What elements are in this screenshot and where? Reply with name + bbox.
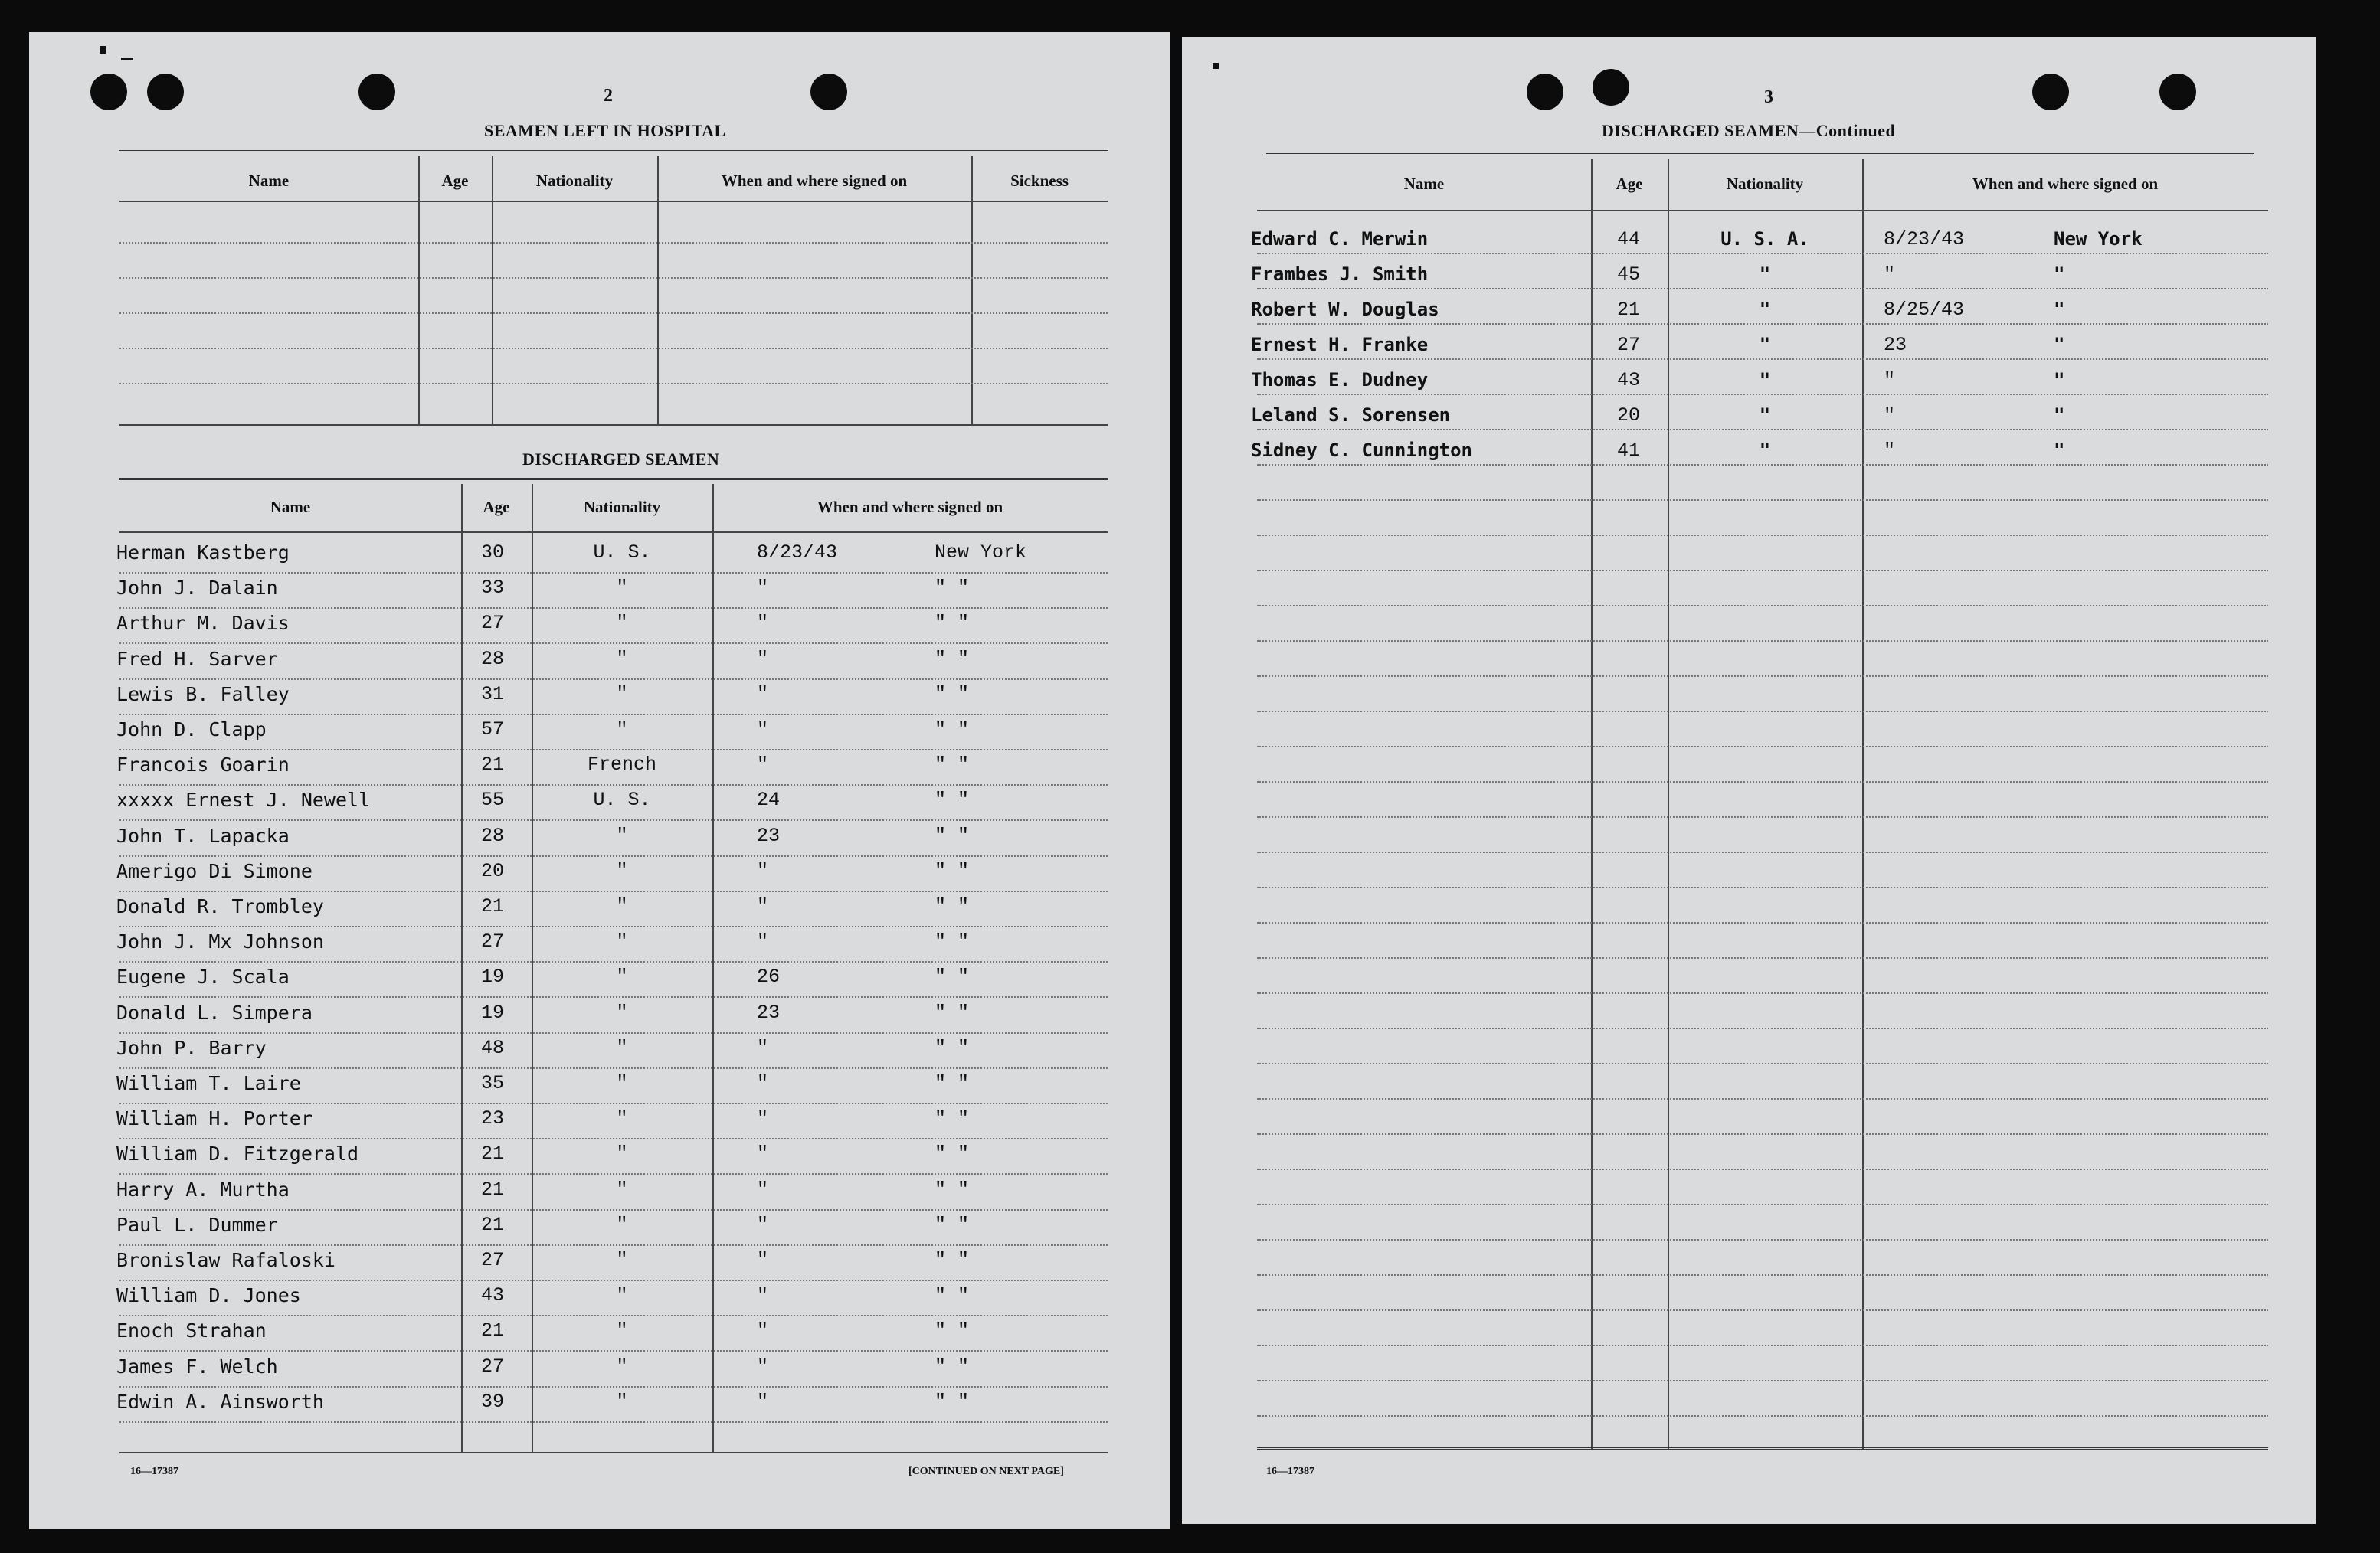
signed-on-place: " " [935, 1002, 970, 1024]
row-line [119, 642, 1108, 644]
seaman-nationality: U. S. A. [1720, 228, 1809, 250]
binder-hole [90, 74, 127, 110]
row-line [1257, 429, 2268, 430]
row-line [119, 1421, 1108, 1423]
seaman-age: 28 [481, 648, 505, 670]
seaman-nationality: " [616, 1072, 628, 1094]
continued-header-name: Name [1403, 175, 1445, 193]
seaman-name: Eugene J. Scala [116, 966, 290, 988]
seaman-age: 21 [481, 754, 505, 776]
row-line [119, 996, 1108, 998]
table-rule [1266, 153, 2254, 155]
signed-on-date: " [757, 1319, 769, 1342]
signed-on-date: " [757, 1355, 769, 1378]
row-line [1257, 499, 2268, 501]
seaman-nationality: French [587, 754, 656, 776]
signed-on-date: " [757, 895, 769, 917]
row-line [1257, 781, 2268, 783]
signed-on-date: " [757, 648, 769, 670]
hospital-header-signed-on: When and where signed on [721, 172, 908, 190]
signed-on-place: " " [935, 1179, 970, 1201]
table-rule [119, 201, 1108, 202]
seaman-nationality: " [616, 1391, 628, 1413]
signed-on-date: " [757, 1214, 769, 1236]
row-line [119, 1209, 1108, 1211]
row-line [119, 242, 1108, 244]
signed-on-place: " " [935, 1072, 970, 1094]
row-line [1257, 570, 2268, 571]
row-line [119, 1350, 1108, 1352]
seaman-nationality: " [616, 1179, 628, 1201]
continued-header-signed-on: When and where signed on [1972, 175, 2159, 193]
signed-on-date: " [757, 1284, 769, 1306]
binder-hole [2032, 74, 2069, 110]
signed-on-place: " " [935, 860, 970, 882]
seaman-age: 21 [481, 895, 505, 917]
continued-note: [CONTINUED ON NEXT PAGE] [908, 1466, 1064, 1477]
signed-on-place: " [2054, 263, 2065, 285]
seaman-nationality: " [1759, 369, 1771, 391]
signed-on-place: " " [935, 1284, 970, 1306]
seaman-age: 28 [481, 825, 505, 847]
row-line [1257, 957, 2268, 959]
signed-on-date: " [757, 930, 769, 953]
row-line [1257, 887, 2268, 888]
seaman-nationality: " [616, 895, 628, 917]
seaman-age: 21 [481, 1143, 505, 1165]
signed-on-date: " [757, 577, 769, 599]
page-number: 2 [604, 86, 613, 106]
row-line [1257, 1028, 2268, 1029]
row-line [119, 891, 1108, 892]
signed-on-place: " " [935, 683, 970, 705]
signed-on-date: " [757, 683, 769, 705]
signed-on-place: " " [935, 1037, 970, 1059]
seaman-nationality: " [616, 860, 628, 882]
row-line [119, 383, 1108, 384]
signed-on-place: " " [935, 1143, 970, 1165]
row-line [1257, 605, 2268, 606]
seaman-name: Sidney C. Cunnington [1251, 440, 1472, 461]
signed-on-place: " " [935, 930, 970, 953]
row-line [1257, 852, 2268, 853]
signed-on-place: " [2054, 334, 2065, 355]
seaman-age: 41 [1617, 440, 1641, 462]
row-line [1257, 816, 2268, 818]
seaman-name: Leland S. Sorensen [1251, 404, 1451, 426]
seaman-name: William T. Laire [116, 1072, 301, 1094]
seaman-age: 21 [481, 1179, 505, 1201]
signed-on-date: " [757, 1249, 769, 1271]
row-line [1257, 1169, 2268, 1170]
seaman-age: 27 [481, 612, 505, 634]
seaman-nationality: " [1759, 440, 1771, 461]
table-rule [1257, 1447, 2268, 1450]
discharged-continued-title: DISCHARGED SEAMEN—Continued [1602, 121, 1896, 140]
signed-on-place: " " [935, 966, 970, 988]
row-line [119, 1280, 1108, 1281]
row-line [119, 1173, 1108, 1175]
seaman-age: 21 [1617, 299, 1641, 321]
seaman-nationality: " [616, 1037, 628, 1059]
seaman-nationality: " [616, 1355, 628, 1378]
seaman-nationality: " [616, 966, 628, 988]
row-line [119, 277, 1108, 279]
seaman-nationality: " [616, 1002, 628, 1024]
seaman-name: John J. Dalain [116, 577, 278, 599]
signed-on-date: " [757, 1072, 769, 1094]
signed-on-place: " " [935, 612, 970, 634]
seaman-name: John P. Barry [116, 1037, 267, 1059]
seaman-nationality: " [616, 577, 628, 599]
signed-on-place: " [2054, 404, 2065, 426]
seaman-age: 30 [481, 541, 505, 564]
row-line [1257, 535, 2268, 536]
seaman-age: 39 [481, 1391, 505, 1413]
seaman-name: Herman Kastberg [116, 541, 290, 564]
signed-on-date: " [757, 612, 769, 634]
seaman-name: John D. Clapp [116, 718, 267, 741]
signed-on-date: 23 [1884, 334, 1907, 356]
discharged-header-signed-on: When and where signed on [817, 498, 1003, 516]
row-line [1257, 1309, 2268, 1311]
continued-header-nationality: Nationality [1726, 175, 1804, 193]
seaman-name: Lewis B. Falley [116, 683, 290, 705]
seaman-nationality: " [1759, 334, 1771, 355]
seaman-age: 27 [1617, 334, 1641, 356]
seaman-nationality: " [616, 1143, 628, 1165]
row-line [119, 1315, 1108, 1316]
seaman-age: 21 [481, 1319, 505, 1342]
signed-on-date: " [757, 1037, 769, 1059]
binder-hole [358, 74, 395, 110]
signed-on-place: " " [935, 718, 970, 741]
row-line [119, 784, 1108, 786]
row-line [119, 348, 1108, 349]
seaman-age: 31 [481, 683, 505, 705]
row-line [1257, 1063, 2268, 1064]
seaman-name: Paul L. Dummer [116, 1214, 278, 1236]
row-line [119, 1386, 1108, 1388]
signed-on-date: 8/23/43 [757, 541, 838, 564]
signed-on-place: " " [935, 754, 970, 776]
binder-hole [810, 74, 847, 110]
signed-on-date: 26 [757, 966, 781, 988]
signed-on-date: " [1884, 263, 1896, 286]
row-line [1257, 1380, 2268, 1381]
seaman-name: John T. Lapacka [116, 825, 290, 847]
seaman-name: William D. Fitzgerald [116, 1143, 359, 1165]
seaman-age: 33 [481, 577, 505, 599]
seaman-name: James F. Welch [116, 1355, 278, 1378]
hospital-header-age: Age [441, 172, 469, 190]
seaman-age: 57 [481, 718, 505, 741]
scan-mark [1213, 63, 1219, 69]
seaman-nationality: " [616, 1249, 628, 1271]
table-rule [119, 150, 1108, 152]
signed-on-place: " [2054, 440, 2065, 461]
signed-on-place: " " [935, 1107, 970, 1130]
signed-on-place: " " [935, 577, 970, 599]
row-line [1257, 1098, 2268, 1100]
table-rule [119, 1452, 1108, 1453]
page-number: 3 [1764, 87, 1773, 107]
table-rule [119, 478, 1108, 480]
signed-on-date: " [757, 860, 769, 882]
signed-on-date: 24 [757, 789, 781, 811]
row-line [1257, 358, 2268, 360]
signed-on-place: " [2054, 299, 2065, 320]
binder-hole [147, 74, 184, 110]
signed-on-date: " [757, 1107, 769, 1130]
seaman-nationality: " [616, 612, 628, 634]
seaman-nationality: " [616, 683, 628, 705]
row-line [1257, 675, 2268, 677]
signed-on-place: " " [935, 1355, 970, 1378]
row-line [119, 607, 1108, 609]
signed-on-place: " " [935, 1214, 970, 1236]
seaman-name: Frambes J. Smith [1251, 263, 1429, 285]
seaman-nationality: " [1759, 404, 1771, 426]
signed-on-place: " " [935, 825, 970, 847]
seaman-name: Harry A. Murtha [116, 1179, 290, 1201]
seaman-nationality: U. S. [593, 789, 651, 811]
row-line [119, 855, 1108, 857]
row-line [1257, 1345, 2268, 1346]
seaman-age: 55 [481, 789, 505, 811]
seaman-age: 20 [1617, 404, 1641, 427]
seaman-name: John J. Mx Johnson [116, 930, 324, 953]
hospital-header-nationality: Nationality [535, 172, 614, 190]
seaman-name: Francois Goarin [116, 754, 290, 776]
seaman-name: Donald L. Simpera [116, 1002, 313, 1024]
seaman-nationality: " [616, 718, 628, 741]
right-page [1182, 37, 2316, 1524]
seaman-name: Enoch Strahan [116, 1319, 267, 1342]
column-divider [712, 484, 714, 1453]
seaman-name: Ernest H. Franke [1251, 334, 1429, 355]
table-rule [119, 531, 1108, 533]
signed-on-date: 23 [757, 825, 781, 847]
table-rule [1257, 210, 2268, 211]
row-line [119, 312, 1108, 314]
row-line [1257, 288, 2268, 289]
row-line [119, 1067, 1108, 1069]
seaman-nationality: U. S. [593, 541, 651, 564]
discharged-header-nationality: Nationality [583, 498, 661, 516]
row-line [1257, 464, 2268, 466]
scan-mark [121, 58, 133, 60]
seaman-age: 23 [481, 1107, 505, 1130]
binder-hole [1527, 74, 1563, 110]
binder-hole [2159, 74, 2196, 110]
seaman-nationality: " [1759, 299, 1771, 320]
column-divider [461, 484, 463, 1453]
row-line [119, 749, 1108, 750]
column-divider [1591, 159, 1593, 1449]
seaman-nationality: " [616, 930, 628, 953]
seaman-age: 27 [481, 930, 505, 953]
row-line [119, 1103, 1108, 1104]
row-line [119, 1032, 1108, 1034]
row-line [119, 1244, 1108, 1246]
seaman-name: Robert W. Douglas [1251, 299, 1439, 320]
hospital-header-name: Name [248, 172, 290, 190]
seaman-nationality: " [616, 648, 628, 670]
row-line [1257, 746, 2268, 747]
signed-on-date: " [1884, 369, 1896, 391]
discharged-header-age: Age [483, 498, 510, 516]
signed-on-place: " " [935, 1249, 970, 1271]
signed-on-date: " [757, 1143, 769, 1165]
discharged-section-title: DISCHARGED SEAMEN [522, 450, 720, 469]
row-line [1257, 640, 2268, 642]
row-line [1257, 711, 2268, 712]
column-divider [1862, 159, 1864, 1449]
form-number: 16—17387 [1266, 1466, 1314, 1477]
row-line [1257, 253, 2268, 254]
seaman-nationality: " [616, 1284, 628, 1306]
continued-header-age: Age [1616, 175, 1643, 193]
signed-on-date: " [757, 1179, 769, 1201]
seaman-age: 43 [1617, 369, 1641, 391]
seaman-age: 27 [481, 1249, 505, 1271]
seaman-nationality: " [616, 825, 628, 847]
row-line [1257, 1133, 2268, 1135]
row-line [119, 1138, 1108, 1139]
seaman-nationality: " [616, 1214, 628, 1236]
seaman-age: 19 [481, 966, 505, 988]
row-line [1257, 323, 2268, 325]
left-page [29, 32, 1170, 1529]
row-line [1257, 1415, 2268, 1417]
row-line [1257, 1274, 2268, 1276]
row-line [1257, 394, 2268, 395]
seaman-age: 35 [481, 1072, 505, 1094]
seaman-age: 20 [481, 860, 505, 882]
seaman-nationality: " [1759, 263, 1771, 285]
signed-on-place: " " [935, 895, 970, 917]
scan-mark [100, 46, 106, 54]
seaman-nationality: " [616, 1107, 628, 1130]
row-line [1257, 1204, 2268, 1205]
row-line [119, 678, 1108, 680]
seaman-age: 48 [481, 1037, 505, 1059]
signed-on-place: New York [2054, 228, 2143, 250]
seaman-age: 19 [481, 1002, 505, 1024]
seaman-name: William D. Jones [116, 1284, 301, 1306]
form-number: 16—17387 [130, 1466, 178, 1477]
signed-on-date: " [757, 718, 769, 741]
seaman-age: 44 [1617, 228, 1641, 250]
signed-on-date: 8/23/43 [1884, 228, 1965, 250]
signed-on-date: " [1884, 404, 1896, 427]
row-line [1257, 992, 2268, 994]
seaman-name: Arthur M. Davis [116, 612, 290, 634]
hospital-header-sickness: Sickness [1010, 172, 1069, 190]
signed-on-date: " [757, 754, 769, 776]
row-line [119, 714, 1108, 715]
row-line [119, 819, 1108, 821]
seaman-nationality: " [616, 1319, 628, 1342]
table-rule [119, 424, 1108, 426]
signed-on-place: " " [935, 1319, 970, 1342]
seaman-age: 27 [481, 1355, 505, 1378]
signed-on-date: 8/25/43 [1884, 299, 1965, 321]
signed-on-date: " [757, 1391, 769, 1413]
discharged-header-name: Name [270, 498, 311, 516]
seaman-name: Edward C. Merwin [1251, 228, 1429, 250]
seaman-name: Fred H. Sarver [116, 648, 278, 670]
signed-on-place: " [2054, 369, 2065, 391]
hospital-section-title: SEAMEN LEFT IN HOSPITAL [484, 121, 726, 140]
seaman-age: 21 [481, 1214, 505, 1236]
seaman-name: Thomas E. Dudney [1251, 369, 1429, 391]
seaman-age: 45 [1617, 263, 1641, 286]
seaman-name: Bronislaw Rafaloski [116, 1249, 336, 1271]
row-line [1257, 922, 2268, 924]
signed-on-date: 23 [757, 1002, 781, 1024]
row-line [119, 926, 1108, 927]
seaman-age: 43 [481, 1284, 505, 1306]
seaman-name: William H. Porter [116, 1107, 313, 1130]
row-line [119, 572, 1108, 574]
seaman-name: Donald R. Trombley [116, 895, 324, 917]
row-line [1257, 1239, 2268, 1241]
signed-on-date: " [1884, 440, 1896, 462]
signed-on-place: " " [935, 648, 970, 670]
binder-hole [1593, 69, 1629, 106]
signed-on-place: " " [935, 1391, 970, 1413]
seaman-name: xxxxx Ernest J. Newell [116, 789, 371, 811]
signed-on-place: " " [935, 789, 970, 811]
seaman-name: Edwin A. Ainsworth [116, 1391, 324, 1413]
signed-on-place: New York [935, 541, 1027, 564]
seaman-name: Amerigo Di Simone [116, 860, 313, 882]
row-line [119, 961, 1108, 963]
